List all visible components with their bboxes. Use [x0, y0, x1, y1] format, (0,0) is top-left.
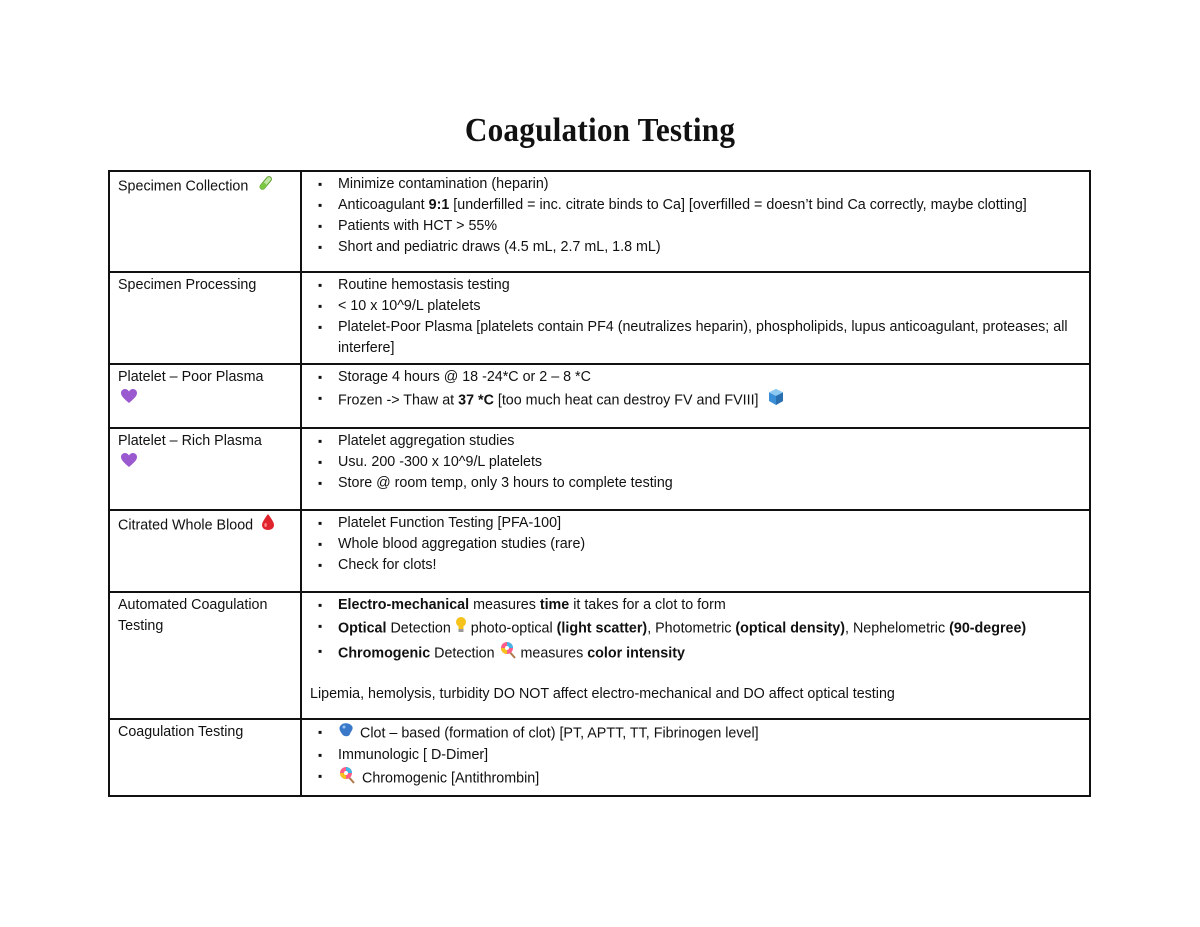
row-label-cell — [109, 272, 301, 364]
row-label: Coagulation Testing — [118, 724, 244, 740]
list-item: ▪ Platelet aggregation studies — [310, 431, 1081, 452]
list-item: ▪ Short and pediatric draws (4.5 mL, 2.7 mL, 1.8 mL) — [310, 237, 1081, 258]
list-item: ▪ < 10 x 10^9/L platelets — [310, 296, 1081, 317]
light-bulb-icon — [455, 616, 467, 641]
purple-heart-icon — [120, 452, 138, 475]
lollipop-icon — [338, 766, 356, 791]
purple-heart-icon — [120, 388, 138, 411]
row-content-cell — [301, 719, 1090, 796]
list-item: ▪ Platelet Function Testing [PFA-100] — [310, 513, 1081, 534]
row-label: Automated Coagulation Testing — [118, 597, 268, 634]
list-item: ▪ Chromogenic [Antithrombin] — [310, 766, 1081, 791]
row-label-cell — [109, 510, 301, 592]
list-item: ▪ Anticoagulant 9:1 [underfilled = inc. citrate binds to Ca] [overfilled = doesn’t bind Ca correctly, maybe clotting] — [310, 195, 1081, 216]
row-label-cell — [109, 719, 301, 796]
list-item: ▪ Patients with HCT > 55% — [310, 216, 1081, 237]
list-item: ▪ Electro-mechanical measures time it takes for a clot to form — [310, 595, 1081, 616]
row-label: Citrated Whole Blood — [118, 517, 254, 534]
row-label-cell — [109, 364, 301, 428]
row-label-cell — [109, 171, 301, 272]
list-item: ▪ Platelet-Poor Plasma [platelets contain PF4 (neutralizes heparin), phospholipids, lupus anticoagulant, proteases; all interfere] — [310, 317, 1081, 359]
table-row — [109, 510, 1090, 592]
table-row — [109, 428, 1090, 510]
list-item: ▪ Routine hemostasis testing — [310, 275, 1081, 296]
table-row — [109, 364, 1090, 428]
list-item: ▪ Optical Detection photo-optical (light scatter), Photometric (optical density), Nephelometric (90-degree) — [310, 616, 1081, 641]
row-content-cell — [301, 272, 1090, 364]
table-row — [109, 171, 1090, 272]
row-label: Specimen Processing — [118, 277, 257, 293]
list-item: ▪ Minimize contamination (heparin) — [310, 174, 1081, 195]
row-label: Platelet – Rich Plasma — [118, 433, 262, 449]
list-item: ▪ Chromogenic Detection measures color intensity — [310, 641, 1081, 666]
row-content-cell — [301, 171, 1090, 272]
row-label-cell — [109, 592, 301, 719]
blood-drop-icon — [261, 513, 275, 538]
list-item: ▪ Storage 4 hours @ 18 -24*C or 2 – 8 *C — [310, 367, 1081, 388]
list-item: ▪ Clot – based (formation of clot) [PT, APTT, TT, Fibrinogen level] — [310, 722, 1081, 745]
row-label: Platelet – Poor Plasma — [118, 369, 264, 385]
document-title: Coagulation Testing — [464, 112, 736, 149]
row-label: Specimen Collection — [118, 178, 249, 195]
list-item: ▪ Store @ room temp, only 3 hours to complete testing — [310, 473, 1081, 494]
row-content-cell — [301, 364, 1090, 428]
lollipop-icon — [499, 641, 517, 666]
list-item: ▪ Immunologic [ D-Dimer] — [310, 745, 1081, 766]
list-item: ▪ Usu. 200 -300 x 10^9/L platelets — [310, 452, 1081, 473]
list-item: ▪ Frozen -> Thaw at 37 *C [too much heat can destroy FV and FVIII] — [310, 388, 1081, 413]
coagulation-notes-table — [108, 170, 1091, 797]
row-content-cell — [301, 510, 1090, 592]
table-row — [109, 272, 1090, 364]
row-label-cell — [109, 428, 301, 510]
row-content-cell — [301, 592, 1090, 719]
blue-blob-icon — [338, 722, 354, 745]
list-item: ▪ Whole blood aggregation studies (rare) — [310, 534, 1081, 555]
note-text: Lipemia, hemolysis, turbidity DO NOT affect electro-mechanical and DO affect optical testing — [310, 686, 895, 702]
table-row — [109, 592, 1090, 719]
row-content-cell — [301, 428, 1090, 510]
test-tube-icon — [256, 174, 274, 199]
table-row — [109, 719, 1090, 796]
list-item: ▪ Check for clots! — [310, 555, 1081, 576]
ice-cube-icon — [767, 388, 785, 413]
